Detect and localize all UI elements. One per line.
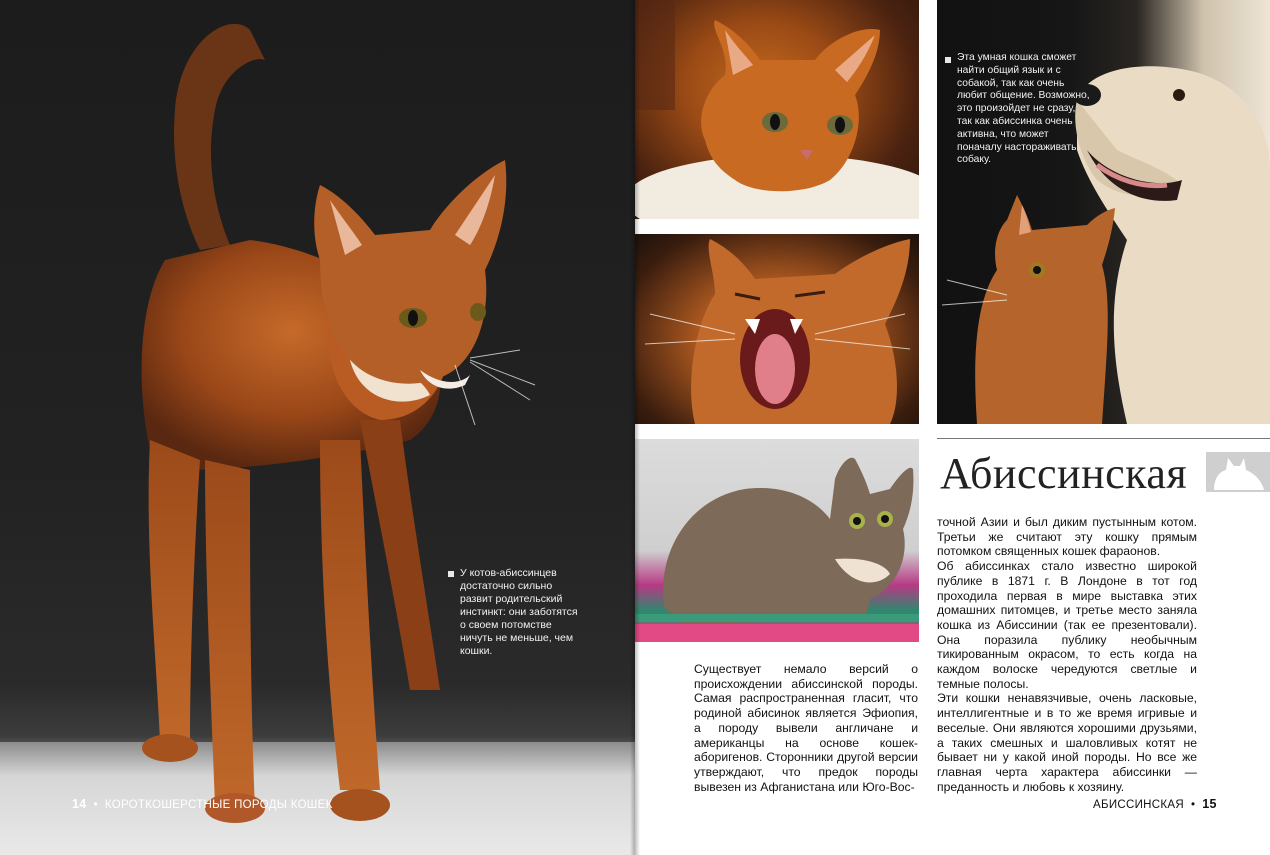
yawning-cat-photo	[635, 234, 919, 424]
right-folio	[1093, 797, 1217, 811]
left-page-number: 14	[72, 797, 87, 811]
cat-silhouette-icon	[1206, 452, 1270, 492]
column-2-paragraph-2: Об абиссинках стало известно широкой публике в 1871 г. В Лондоне в тот год проходила первая в мире выставка этих домашних питомцев, и третье место заняла кошка из Абиссинии (так ее презентовали). Она поразила публику необычным тикированным окрасом, то есть когда на каждом волоске чередуются светлые и темные полосы.	[937, 559, 1197, 691]
cat-caption: У котов-абиссинцев достаточно сильно развит родительский инстинкт: они заботятся о своем потомстве ничуть не меньше, чем кошки.	[460, 567, 578, 657]
column-2-paragraph-1: точной Азии и был диким пустынным котом. Третьи же считают эту кошку прямым потомком священных кошек фараонов.	[937, 515, 1197, 559]
book-gutter	[630, 0, 640, 855]
dog-caption: Эта умная кошка сможет найти общий язык и с собакой, так как очень любит общение. Возможно, это произойдет не сразу, так как абиссинка очень активна, что может поначалу настораживать собаку.	[957, 52, 1090, 166]
title-rule	[937, 438, 1270, 439]
crouching-cat-photo	[635, 439, 919, 642]
kitten-lying-photo	[635, 0, 919, 219]
right-page-number: 15	[1202, 797, 1217, 811]
breed-emblem	[1206, 452, 1270, 492]
column-2-paragraph-3: Эти кошки ненавязчивые, очень ласковые, интеллигентные и в то же время игривые и веселые. Они являются хорошими друзьями, а таких смешных и шаловливых котят не бывает ни у какой иной породы. Но все же главная черта характера абиссинки — преданность и любовь к хозяину.	[937, 691, 1197, 794]
column-2	[937, 515, 1197, 794]
caption-bullet	[448, 571, 454, 577]
left-folio	[72, 797, 333, 811]
cat-and-dog-photo	[937, 0, 1270, 424]
folio-separator: •	[1187, 799, 1199, 811]
dog-caption-bullet	[945, 57, 951, 63]
left-running-title: КОРОТКОШЕРСТНЫЕ ПОРОДЫ КОШЕК	[104, 799, 333, 811]
right-running-title: АБИССИНСКАЯ	[1093, 799, 1184, 811]
folio-separator: •	[90, 799, 102, 811]
column-1-text: Существует немало версий о происхождении абиссинской породы. Самая распространенная гласит, что родиной абисинок является Эфиопия, а породу вывели англичане и американцы на основе кошек-аборигенов. Сторонники другой версии утверждают, что предок породы вывезен из Афганистана или Юго-Вос-	[694, 662, 918, 794]
breed-title: Абиссинская	[940, 449, 1188, 498]
